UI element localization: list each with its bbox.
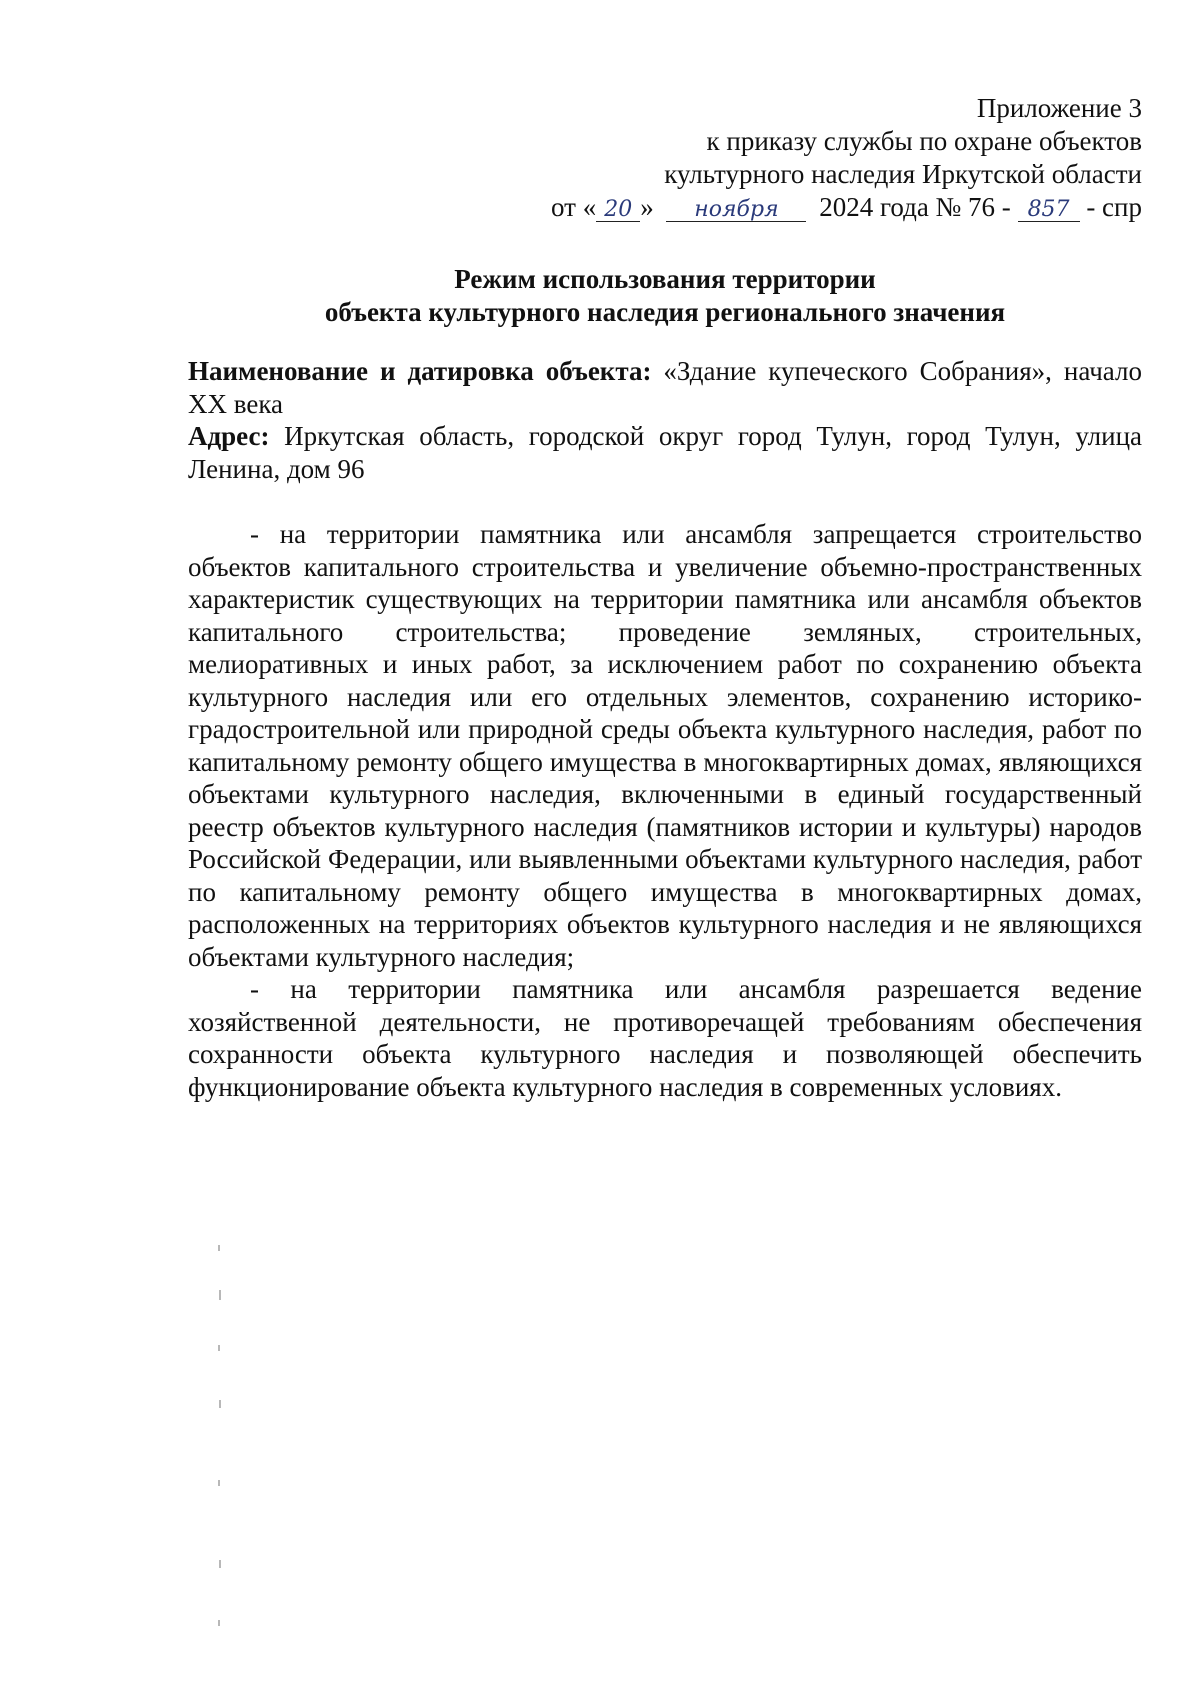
title-line-2: объекта культурного наследия регионального значения	[324, 297, 1006, 327]
document-title	[188, 263, 1142, 329]
order-suffix: - спр	[1086, 192, 1142, 222]
handwritten-day: 20	[596, 199, 640, 222]
address-value: Иркутская область, городской округ город Тулун, город Тулун, улица Ленина, дом 96	[188, 421, 1143, 484]
address-label: Адрес:	[188, 421, 270, 451]
document-body	[188, 355, 1142, 1103]
regime-paragraph-prohibited: - на территории памятника или ансамбля запрещается строительство объектов капитального строительства и увеличение объемно-пространственных характеристик существующих на территории памятника или ансамбля объектов капитального строительства; проведение земляных, строительных, мелиоративных и иных работ, за исключением работ по сохранению объекта культурного наследия или его отдельных элементов, сохранению историко-градостроительной или природной среды объекта культурного наследия, работ по капитальному ремонту общего имущества в многоквартирных домах, являющихся объектами культурного наследия, включенными в единый государственный реестр объектов культурного наследия (памятников истории и культуры) народов Российской Федерации, или выявленными объектами культурного наследия, работ по капитальному ремонту общего имущества в многоквартирных домах, расположенных на территориях объектов культурного наследия и не являющихся объектами культурного наследия;	[188, 519, 1142, 972]
object-name	[188, 355, 1142, 420]
scan-artifact	[218, 1480, 220, 1486]
date-quote-close: »	[640, 192, 654, 222]
date-prefix: от «	[551, 192, 597, 222]
object-name-label: Наименование и датировка объекта:	[188, 356, 652, 386]
appendix-order-ref: к приказу службы по охране объектов	[706, 126, 1142, 156]
appendix-header	[442, 92, 1142, 224]
regime-paragraph-allowed: - на территории памятника или ансамбля разрешается ведение хозяйственной деятельности, не противоречащей требованиям обеспечения сохранности объекта культурного наследия и позволяющей обеспечить функционирование объекта культурного наследия в современных условиях.	[188, 974, 1142, 1102]
object-name-value: «Здание купеческого Собрания», начало XX века	[188, 356, 1142, 419]
scan-artifact	[219, 1560, 221, 1568]
appendix-number: Приложение 3	[976, 93, 1142, 123]
handwritten-month: ноября	[666, 199, 806, 222]
handwritten-order-number: 857	[1018, 199, 1080, 222]
scan-artifact	[219, 1400, 221, 1408]
appendix-authority: культурного наследия Иркутской области	[664, 159, 1142, 189]
title-line-1: Режим использования территории	[454, 264, 876, 294]
scan-artifact	[219, 1290, 221, 1300]
date-year-number: 2024 года № 76 -	[819, 192, 1011, 222]
appendix-date-line	[442, 191, 1142, 224]
object-address	[188, 420, 1142, 485]
scan-artifact	[218, 1620, 220, 1626]
spacer	[188, 485, 1142, 518]
scan-artifact	[218, 1245, 220, 1251]
scan-artifact	[218, 1345, 220, 1351]
